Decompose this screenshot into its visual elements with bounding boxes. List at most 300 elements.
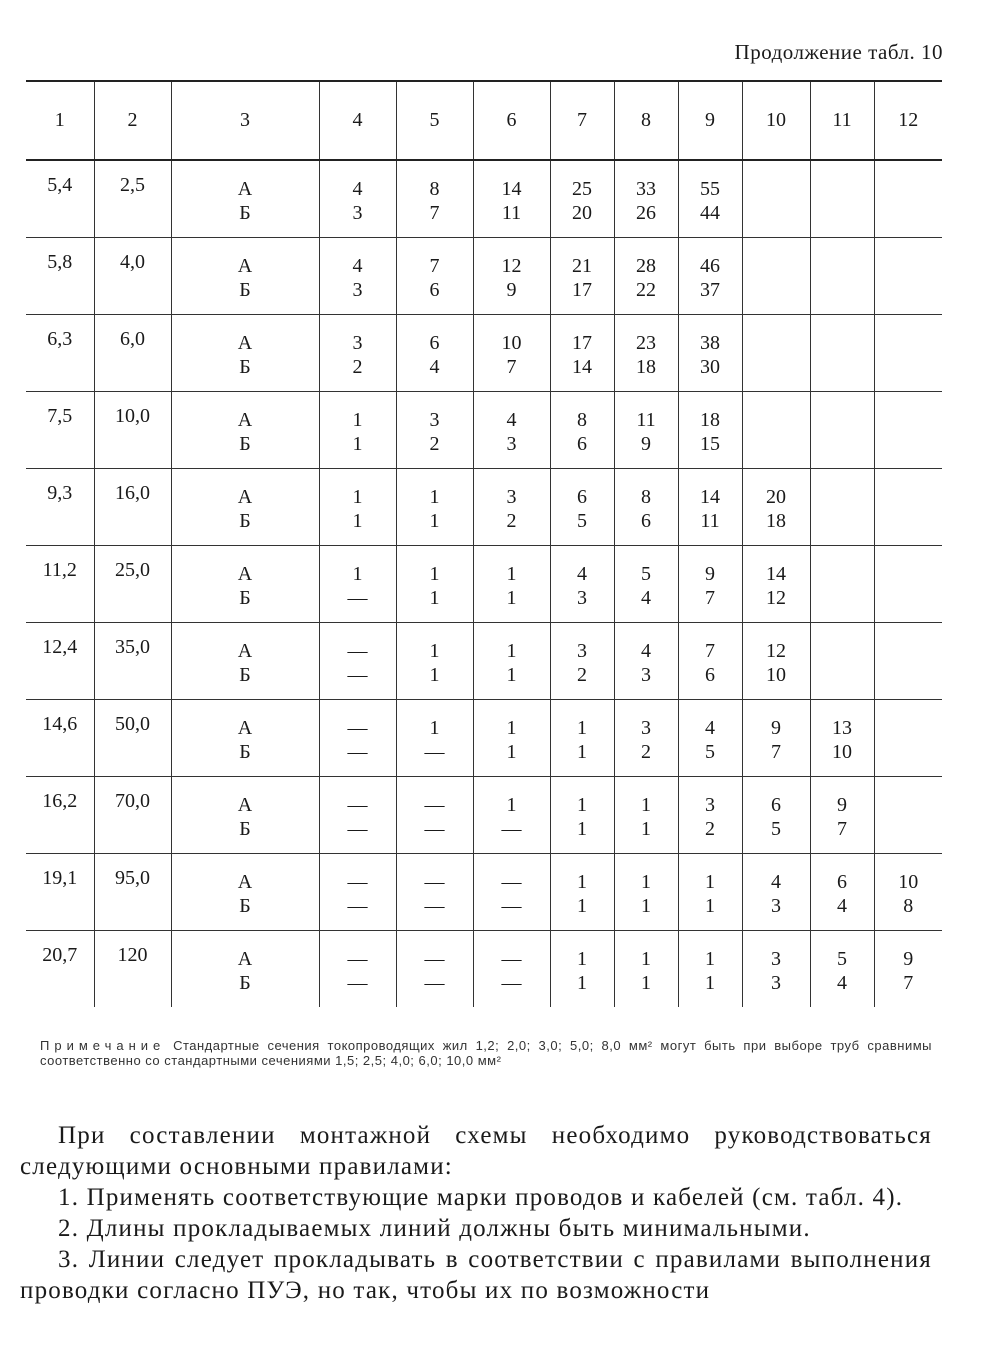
cell-value-a: 1: [705, 871, 715, 893]
cell-col8: [614, 160, 678, 238]
cell-value-a: 9: [903, 948, 914, 970]
cell-value-a: 8: [577, 409, 587, 431]
table-row: [26, 854, 942, 931]
cell-value-b: 1: [429, 664, 440, 686]
cell-value-a: 6: [429, 332, 440, 354]
paragraph: 2. Длины прокладываемых линий должны быть минимальными.: [58, 1215, 811, 1242]
cell-col7: [550, 160, 614, 238]
cell-col5: [396, 623, 473, 700]
cell-value-a: 6: [837, 871, 847, 893]
cell-value-b: 2: [352, 356, 363, 378]
cell-col2: [94, 777, 171, 854]
cell-col1: [26, 931, 94, 1008]
cell-value-a: 3: [352, 332, 363, 354]
cell-col11: [810, 315, 874, 392]
cell-col2: [94, 392, 171, 469]
cell-value-b: 1: [506, 664, 517, 686]
cell-value-a: [811, 238, 874, 254]
cell-col12: [874, 931, 942, 1008]
cell-value-a: —: [347, 871, 368, 893]
cell-value: 120: [117, 944, 148, 966]
row-label-b: Б: [239, 202, 251, 224]
cell-value-b: —: [347, 741, 368, 763]
cell-col4: [319, 700, 396, 777]
cell-value: 2,5: [120, 174, 145, 196]
cell-col8: [614, 700, 678, 777]
table-row: [26, 315, 942, 392]
cell-value-a: —: [424, 794, 445, 816]
cell-col11: [810, 777, 874, 854]
cell-value-a: 4: [577, 563, 587, 585]
cell-value-b: 9: [506, 279, 517, 301]
note-label: Примечание: [40, 1038, 166, 1053]
cell-value: 70,0: [115, 790, 150, 812]
cell-value-b: 1: [577, 895, 587, 917]
cell-value-a: 28: [636, 255, 656, 277]
cell-col5: [396, 315, 473, 392]
cell-col10: [742, 854, 810, 931]
row-label-b: Б: [239, 818, 251, 840]
column-header: 5: [396, 81, 473, 160]
cell-col6: [473, 854, 550, 931]
note-text: Стандартные сечения токопроводящих жил 1,2; 2,0; 3,0; 5,0; 8,0 мм² могут быть при выборе труб сравнимы соответственно со стандартными сечениями 1,5; 2,5; 4,0; 6,0; 10,0 мм²: [40, 1038, 932, 1068]
cell-col8: [614, 546, 678, 623]
cell-col6: [473, 469, 550, 546]
cell-col11: [810, 700, 874, 777]
cell-value-a: 25: [572, 178, 592, 200]
cell-col2: [94, 469, 171, 546]
cell-col7: [550, 315, 614, 392]
cell-value-b: 6: [705, 664, 715, 686]
cell-col10: [742, 700, 810, 777]
cell-value-a: 11: [636, 409, 656, 431]
cell-value-b: 20: [572, 202, 592, 224]
cell-value-a: —: [347, 948, 368, 970]
cell-value-a: 4: [352, 178, 363, 200]
cell-value-b: 1: [641, 818, 651, 840]
cell-value-a: 1: [506, 640, 517, 662]
cell-value-a: 3: [641, 717, 651, 739]
cell-value: 10,0: [115, 405, 150, 427]
cell-value-b: 7: [429, 202, 440, 224]
cell-value-b: —: [501, 972, 522, 994]
cell-col4: [319, 546, 396, 623]
cell-col12: [874, 160, 942, 238]
cell-value-b: 1: [705, 895, 715, 917]
cell-value-b: 2: [429, 433, 440, 455]
table-row: [26, 931, 942, 1008]
column-header: 10: [742, 81, 810, 160]
cell-value: 16,2: [42, 790, 78, 812]
cell-col12: [874, 700, 942, 777]
cell-col8: [614, 777, 678, 854]
cell-value-a: 1: [641, 871, 651, 893]
cell-col1: [26, 160, 94, 238]
cell-col7: [550, 546, 614, 623]
cell-value-a: 3: [771, 948, 781, 970]
cell-col12: [874, 777, 942, 854]
cell-value-a: 1: [705, 948, 715, 970]
cell-col2: [94, 623, 171, 700]
cell-value-a: 4: [771, 871, 781, 893]
cell-value-a: [875, 161, 943, 177]
cell-value-a: 3: [429, 409, 440, 431]
cell-value-a: [875, 623, 943, 639]
cell-value-a: 1: [429, 717, 440, 739]
cell-value-b: —: [424, 972, 445, 994]
cell-value-a: 1: [506, 717, 517, 739]
cell-value-a: [875, 700, 943, 716]
cell-col7: [550, 700, 614, 777]
cell-value: 6,0: [120, 328, 145, 350]
cell-col2: [94, 546, 171, 623]
column-header: 3: [171, 81, 319, 160]
cell-value-a: [875, 469, 943, 485]
row-label-a: А: [237, 332, 253, 354]
cell-col2: [94, 931, 171, 1008]
cell-col2: [94, 315, 171, 392]
cell-value-b: 3: [352, 279, 363, 301]
cell-value-a: 17: [572, 332, 592, 354]
cell-col6: [473, 238, 550, 315]
cell-value-b: 4: [641, 587, 651, 609]
column-header: 2: [94, 81, 171, 160]
paragraph: 1. Применять соответствующие марки проводов и кабелей (см. табл. 4).: [58, 1184, 904, 1211]
cell-value-a: 1: [352, 409, 363, 431]
cell-value-b: —: [501, 818, 522, 840]
cell-value-b: 3: [352, 202, 363, 224]
cell-value-b: 10: [832, 741, 852, 763]
cell-value-a: 5: [837, 948, 847, 970]
cell-value-a: 12: [766, 640, 786, 662]
cell-value-a: 1: [641, 794, 651, 816]
cell-value-b: 3: [577, 587, 587, 609]
cell-value-b: 2: [641, 741, 651, 763]
cell-value-a: [811, 392, 874, 408]
cell-value-b: 22: [636, 279, 656, 301]
cell-value-a: 1: [577, 871, 587, 893]
cell-col2: [94, 160, 171, 238]
cell-col8: [614, 238, 678, 315]
cell-value-a: —: [424, 948, 445, 970]
cell-value-b: 15: [700, 433, 720, 455]
cell-value-b: 1: [577, 972, 587, 994]
cell-col8: [614, 931, 678, 1008]
row-label-b: Б: [239, 741, 251, 763]
cell-col7: [550, 238, 614, 315]
cell-col11: [810, 623, 874, 700]
cell-value-a: 10: [501, 332, 522, 354]
cell-col11: [810, 469, 874, 546]
column-header: 12: [874, 81, 942, 160]
cell-col7: [550, 392, 614, 469]
cell-value-b: 1: [352, 510, 363, 532]
row-label-a: А: [237, 563, 253, 585]
cell-value-a: 10: [898, 871, 919, 893]
cell-value-a: [811, 315, 874, 331]
cell-value-b: 18: [766, 510, 786, 532]
row-label-a: А: [237, 255, 253, 277]
cell-col5: [396, 777, 473, 854]
cell-value-b: 1: [506, 587, 517, 609]
cell-col10: [742, 623, 810, 700]
cell-value-a: 1: [429, 563, 440, 585]
cell-value-b: 1: [641, 972, 651, 994]
cell-value: 16,0: [115, 482, 150, 504]
cell-value-a: 23: [636, 332, 656, 354]
table-body: [26, 160, 942, 1007]
table-row: [26, 469, 942, 546]
cell-col7: [550, 777, 614, 854]
cell-col9: [678, 931, 742, 1008]
cell-value-a: 33: [636, 178, 656, 200]
cell-value-b: 12: [766, 587, 786, 609]
cell-value-b: 5: [705, 741, 715, 763]
table-note: [40, 1038, 932, 1068]
cell-value-b: 18: [636, 356, 656, 378]
cell-value-b: 6: [429, 279, 440, 301]
cell-col3: [171, 700, 319, 777]
cell-col1: [26, 700, 94, 777]
cell-col3: [171, 315, 319, 392]
cell-value: 6,3: [47, 328, 73, 350]
row-label-b: Б: [239, 972, 251, 994]
cell-value-a: 8: [641, 486, 651, 508]
row-label-a: А: [237, 640, 253, 662]
cell-col11: [810, 546, 874, 623]
cell-value-a: 46: [700, 255, 720, 277]
cell-value-b: 5: [577, 510, 587, 532]
cell-value-b: 4: [837, 972, 847, 994]
row-label-a: А: [237, 948, 253, 970]
cell-col7: [550, 931, 614, 1008]
cell-value-a: 4: [641, 640, 651, 662]
cell-value-b: 4: [837, 895, 847, 917]
cell-value-b: —: [501, 895, 522, 917]
cell-value-b: —: [347, 972, 368, 994]
cell-value-a: 7: [705, 640, 715, 662]
cell-value-a: 1: [577, 794, 587, 816]
column-header: 8: [614, 81, 678, 160]
cell-value-a: [875, 546, 943, 562]
cell-col9: [678, 315, 742, 392]
cell-value: 4,0: [120, 251, 145, 273]
row-label-a: А: [237, 178, 253, 200]
cell-value-a: [811, 623, 874, 639]
cell-col3: [171, 931, 319, 1008]
cell-value-b: 2: [705, 818, 715, 840]
cell-col5: [396, 392, 473, 469]
cell-col6: [473, 315, 550, 392]
cell-value-a: 4: [352, 255, 363, 277]
cell-col5: [396, 546, 473, 623]
table-row: [26, 546, 942, 623]
cell-col7: [550, 469, 614, 546]
cell-value-a: 3: [506, 486, 517, 508]
cell-col9: [678, 623, 742, 700]
cell-value-a: 1: [429, 486, 440, 508]
cell-value-a: 13: [832, 717, 852, 739]
cell-col10: [742, 392, 810, 469]
cell-col11: [810, 854, 874, 931]
page-header: Продолжение табл. 10: [734, 40, 943, 64]
cell-col5: [396, 854, 473, 931]
cell-value-a: [743, 315, 810, 331]
cell-value: 9,3: [47, 482, 73, 504]
cell-col6: [473, 931, 550, 1008]
cell-col9: [678, 469, 742, 546]
cell-col2: [94, 854, 171, 931]
column-header: 4: [319, 81, 396, 160]
cell-col12: [874, 854, 942, 931]
cell-col5: [396, 238, 473, 315]
row-label-b: Б: [239, 279, 251, 301]
cell-col4: [319, 854, 396, 931]
cell-col1: [26, 546, 94, 623]
cell-value-a: 1: [352, 563, 363, 585]
header-row: [26, 81, 942, 160]
cell-value-a: —: [501, 948, 522, 970]
cell-value: 50,0: [115, 713, 150, 735]
cell-value: 5,8: [47, 251, 73, 273]
cell-value: 20,7: [42, 944, 78, 966]
cell-value: 12,4: [42, 636, 78, 658]
cell-col1: [26, 623, 94, 700]
cell-value-b: 7: [771, 741, 781, 763]
row-label-a: А: [237, 717, 253, 739]
column-header: 6: [473, 81, 550, 160]
cell-value: 11,2: [42, 559, 77, 581]
cell-col9: [678, 546, 742, 623]
cell-col4: [319, 392, 396, 469]
cell-col4: [319, 623, 396, 700]
cell-value-a: 7: [429, 255, 440, 277]
cell-col9: [678, 854, 742, 931]
cell-col9: [678, 160, 742, 238]
cell-col4: [319, 160, 396, 238]
cell-col11: [810, 160, 874, 238]
cell-value-a: 4: [705, 717, 715, 739]
cell-value-a: [811, 469, 874, 485]
table-row: [26, 700, 942, 777]
table-row: [26, 160, 942, 238]
body-text: [20, 1120, 932, 1306]
cell-value-b: 6: [577, 433, 587, 455]
cell-value-b: 6: [641, 510, 651, 532]
cell-col3: [171, 469, 319, 546]
cell-value: 19,1: [42, 867, 78, 889]
cell-col12: [874, 315, 942, 392]
cell-col10: [742, 777, 810, 854]
row-label-a: А: [237, 794, 253, 816]
cell-col9: [678, 238, 742, 315]
cell-col4: [319, 238, 396, 315]
cell-value-a: 1: [506, 563, 517, 585]
cell-value-b: 11: [501, 202, 522, 224]
cell-col4: [319, 315, 396, 392]
cell-col3: [171, 623, 319, 700]
cell-col10: [742, 931, 810, 1008]
row-label-b: Б: [239, 433, 251, 455]
cell-value-b: 37: [700, 279, 720, 301]
cell-col8: [614, 392, 678, 469]
row-label-b: Б: [239, 664, 251, 686]
cell-col12: [874, 238, 942, 315]
cell-value: 35,0: [115, 636, 150, 658]
cell-col1: [26, 238, 94, 315]
cell-value-b: 1: [429, 587, 440, 609]
cell-col1: [26, 854, 94, 931]
table-row: [26, 623, 942, 700]
cell-col3: [171, 777, 319, 854]
cell-col3: [171, 854, 319, 931]
cell-value-b: 5: [771, 818, 781, 840]
cell-value-a: 9: [837, 794, 847, 816]
cell-col3: [171, 160, 319, 238]
cell-col10: [742, 469, 810, 546]
cell-value-b: 30: [700, 356, 720, 378]
cell-value-b: 1: [641, 895, 651, 917]
cell-col10: [742, 546, 810, 623]
cell-col11: [810, 931, 874, 1008]
cell-col10: [742, 315, 810, 392]
cell-value: 25,0: [115, 559, 150, 581]
row-label-b: Б: [239, 510, 251, 532]
cell-value-b: 2: [577, 664, 587, 686]
column-header: 11: [810, 81, 874, 160]
cell-value-b: 4: [429, 356, 440, 378]
cell-value: 5,4: [47, 174, 73, 196]
cell-col2: [94, 700, 171, 777]
cell-value-b: 1: [577, 818, 587, 840]
cell-value-a: 6: [771, 794, 781, 816]
cell-value-a: [743, 392, 810, 408]
cell-col11: [810, 238, 874, 315]
cell-col5: [396, 931, 473, 1008]
cell-value-b: 14: [572, 356, 592, 378]
column-header: 7: [550, 81, 614, 160]
cell-value-a: [875, 238, 943, 254]
cell-value-a: 1: [506, 794, 517, 816]
cell-col12: [874, 546, 942, 623]
cell-value-a: 1: [429, 640, 440, 662]
cell-value-a: 18: [700, 409, 720, 431]
cell-value-b: 11: [700, 510, 720, 532]
row-label-a: А: [237, 486, 253, 508]
cell-value-b: —: [347, 664, 368, 686]
cell-value-a: [811, 546, 874, 562]
cell-value-b: 3: [771, 895, 781, 917]
cell-col12: [874, 392, 942, 469]
row-label-b: Б: [239, 356, 251, 378]
cell-col4: [319, 777, 396, 854]
cell-col8: [614, 623, 678, 700]
cell-value-b: —: [347, 818, 368, 840]
cell-col10: [742, 238, 810, 315]
cell-value-a: [875, 315, 943, 331]
cell-col9: [678, 700, 742, 777]
cell-value-a: 1: [641, 948, 651, 970]
cell-value-b: 9: [641, 433, 651, 455]
cell-col1: [26, 315, 94, 392]
cell-col12: [874, 623, 942, 700]
cell-col6: [473, 392, 550, 469]
data-table: [26, 80, 942, 1007]
cell-value-b: 17: [572, 279, 592, 301]
cell-value-a: 20: [766, 486, 786, 508]
cell-value-a: —: [347, 717, 368, 739]
cell-col5: [396, 160, 473, 238]
